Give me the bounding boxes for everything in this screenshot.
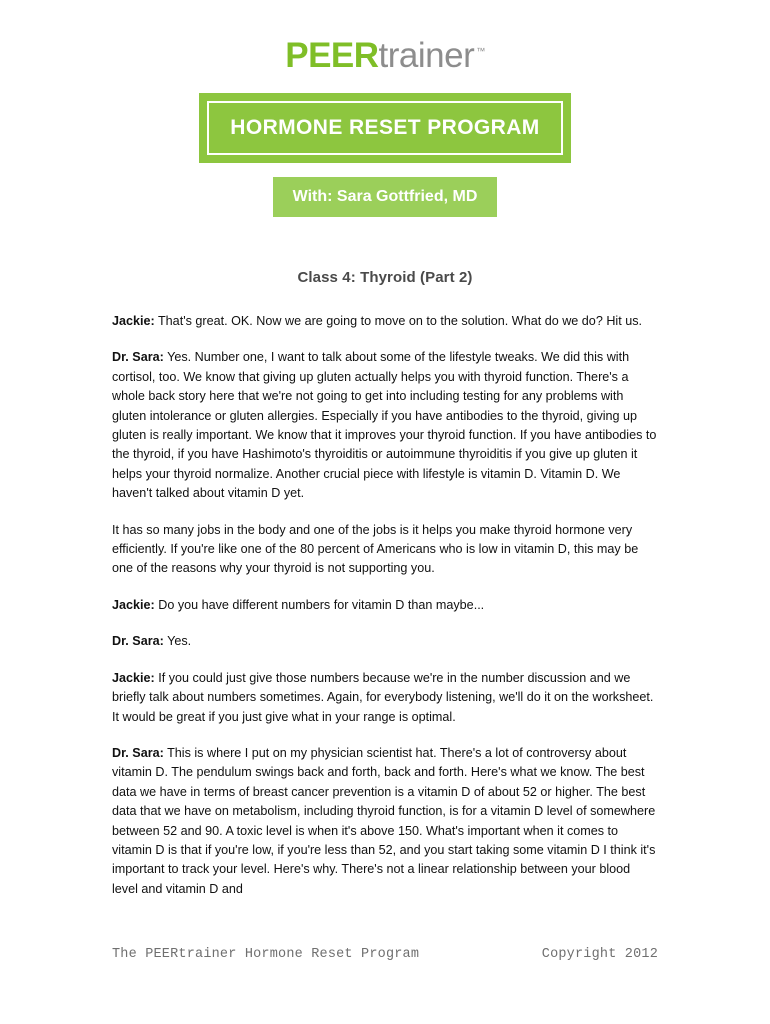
paragraph-text: Do you have different numbers for vitamin D than maybe... [154, 597, 485, 612]
transcript-paragraph [112, 744, 658, 899]
transcript-paragraph [112, 669, 658, 727]
speaker-label: Dr. Sara: [112, 634, 164, 649]
speaker-label: Dr. Sara: [112, 350, 164, 365]
program-banner-frame [207, 101, 563, 155]
presenter-banner [273, 177, 497, 217]
speaker-label: Jackie: [112, 670, 155, 685]
document-header [0, 0, 770, 217]
program-banner-title: HORMONE RESET PROGRAM [230, 116, 540, 139]
transcript-paragraph [112, 521, 658, 579]
page-title: Class 4: Thyroid (Part 2) [297, 269, 473, 286]
program-banner [199, 93, 571, 163]
transcript-paragraph [112, 312, 658, 331]
speaker-label: Dr. Sara: [112, 745, 164, 760]
trademark-icon: ™ [476, 46, 485, 57]
document-content [0, 269, 770, 899]
footer-left-text: The PEERtrainer Hormone Reset Program [112, 947, 420, 962]
speaker-label: Jackie: [112, 314, 155, 328]
page-footer [112, 947, 658, 962]
paragraph-text: Yes. Number one, I want to talk about some of the lifestyle tweaks. We did this with cortisol, too. We know that giving up gluten actually helps you with thyroid function. There's a whole back story here that we're not going to get into including testing for any problems with gluten intolerance or gluten allergies. Especially if you have antibodies to the thyroid, giving up gluten is really important. We know that it improves your thyroid function. If you have antibodies to the thyroid, if you have Hashimoto's thyroiditis or autoimmune thyroiditis if you give up gluten it helps your thyroid normalize. Another crucial piece with lifestyle is vitamin D. Vitamin D. We haven't talked about vitamin D yet. [112, 350, 657, 501]
paragraph-text: That's great. OK. Now we are going to move on to the solution. What do we do? Hit us. [154, 314, 643, 328]
transcript-paragraph [112, 632, 658, 651]
logo-trainer-text: trainer [378, 36, 475, 75]
speaker-label: Jackie: [112, 597, 155, 612]
transcript-paragraph [112, 596, 658, 615]
paragraph-text: It has so many jobs in the body and one of the jobs is it helps you make thyroid hormone very efficiently. If you're like one of the 80 percent of Americans who is low in vitamin D, this may be one of the reasons why your thyroid is not supporting you. [112, 522, 639, 576]
footer-right-text: Copyright 2012 [541, 947, 658, 962]
presenter-banner-text: With: Sara Gottfried, MD [292, 188, 478, 205]
paragraph-text: Yes. [163, 634, 192, 649]
transcript-paragraph [112, 348, 658, 503]
paragraph-text: This is where I put on my physician scientist hat. There's a lot of controversy about vitamin D. The pendulum swings back and forth, back and forth. Here's what we know. The best data we have in terms of breast cancer prevention is a vitamin D of about 52 or higher. The best data that we have on metabolism, including thyroid function, is for a vitamin D level of somewhere between 52 and 90. A toxic level is when it's above 150. What's important when it comes to vitamin D is that if you're low, if you're less than 52, and you start taking some vitamin D I think it's important to track your level. Here's why. There's not a linear relationship between your blood level and vitamin D and [112, 745, 656, 896]
logo-peer-text: PEER [285, 36, 379, 75]
paragraph-text: If you could just give those numbers because we're in the number discussion and we briefly talk about numbers sometimes. Again, for everybody listening, we'll do it on the worksheet. It would be great if you just give what in your range is optimal. [112, 670, 654, 724]
peertrainer-logo [285, 38, 485, 73]
